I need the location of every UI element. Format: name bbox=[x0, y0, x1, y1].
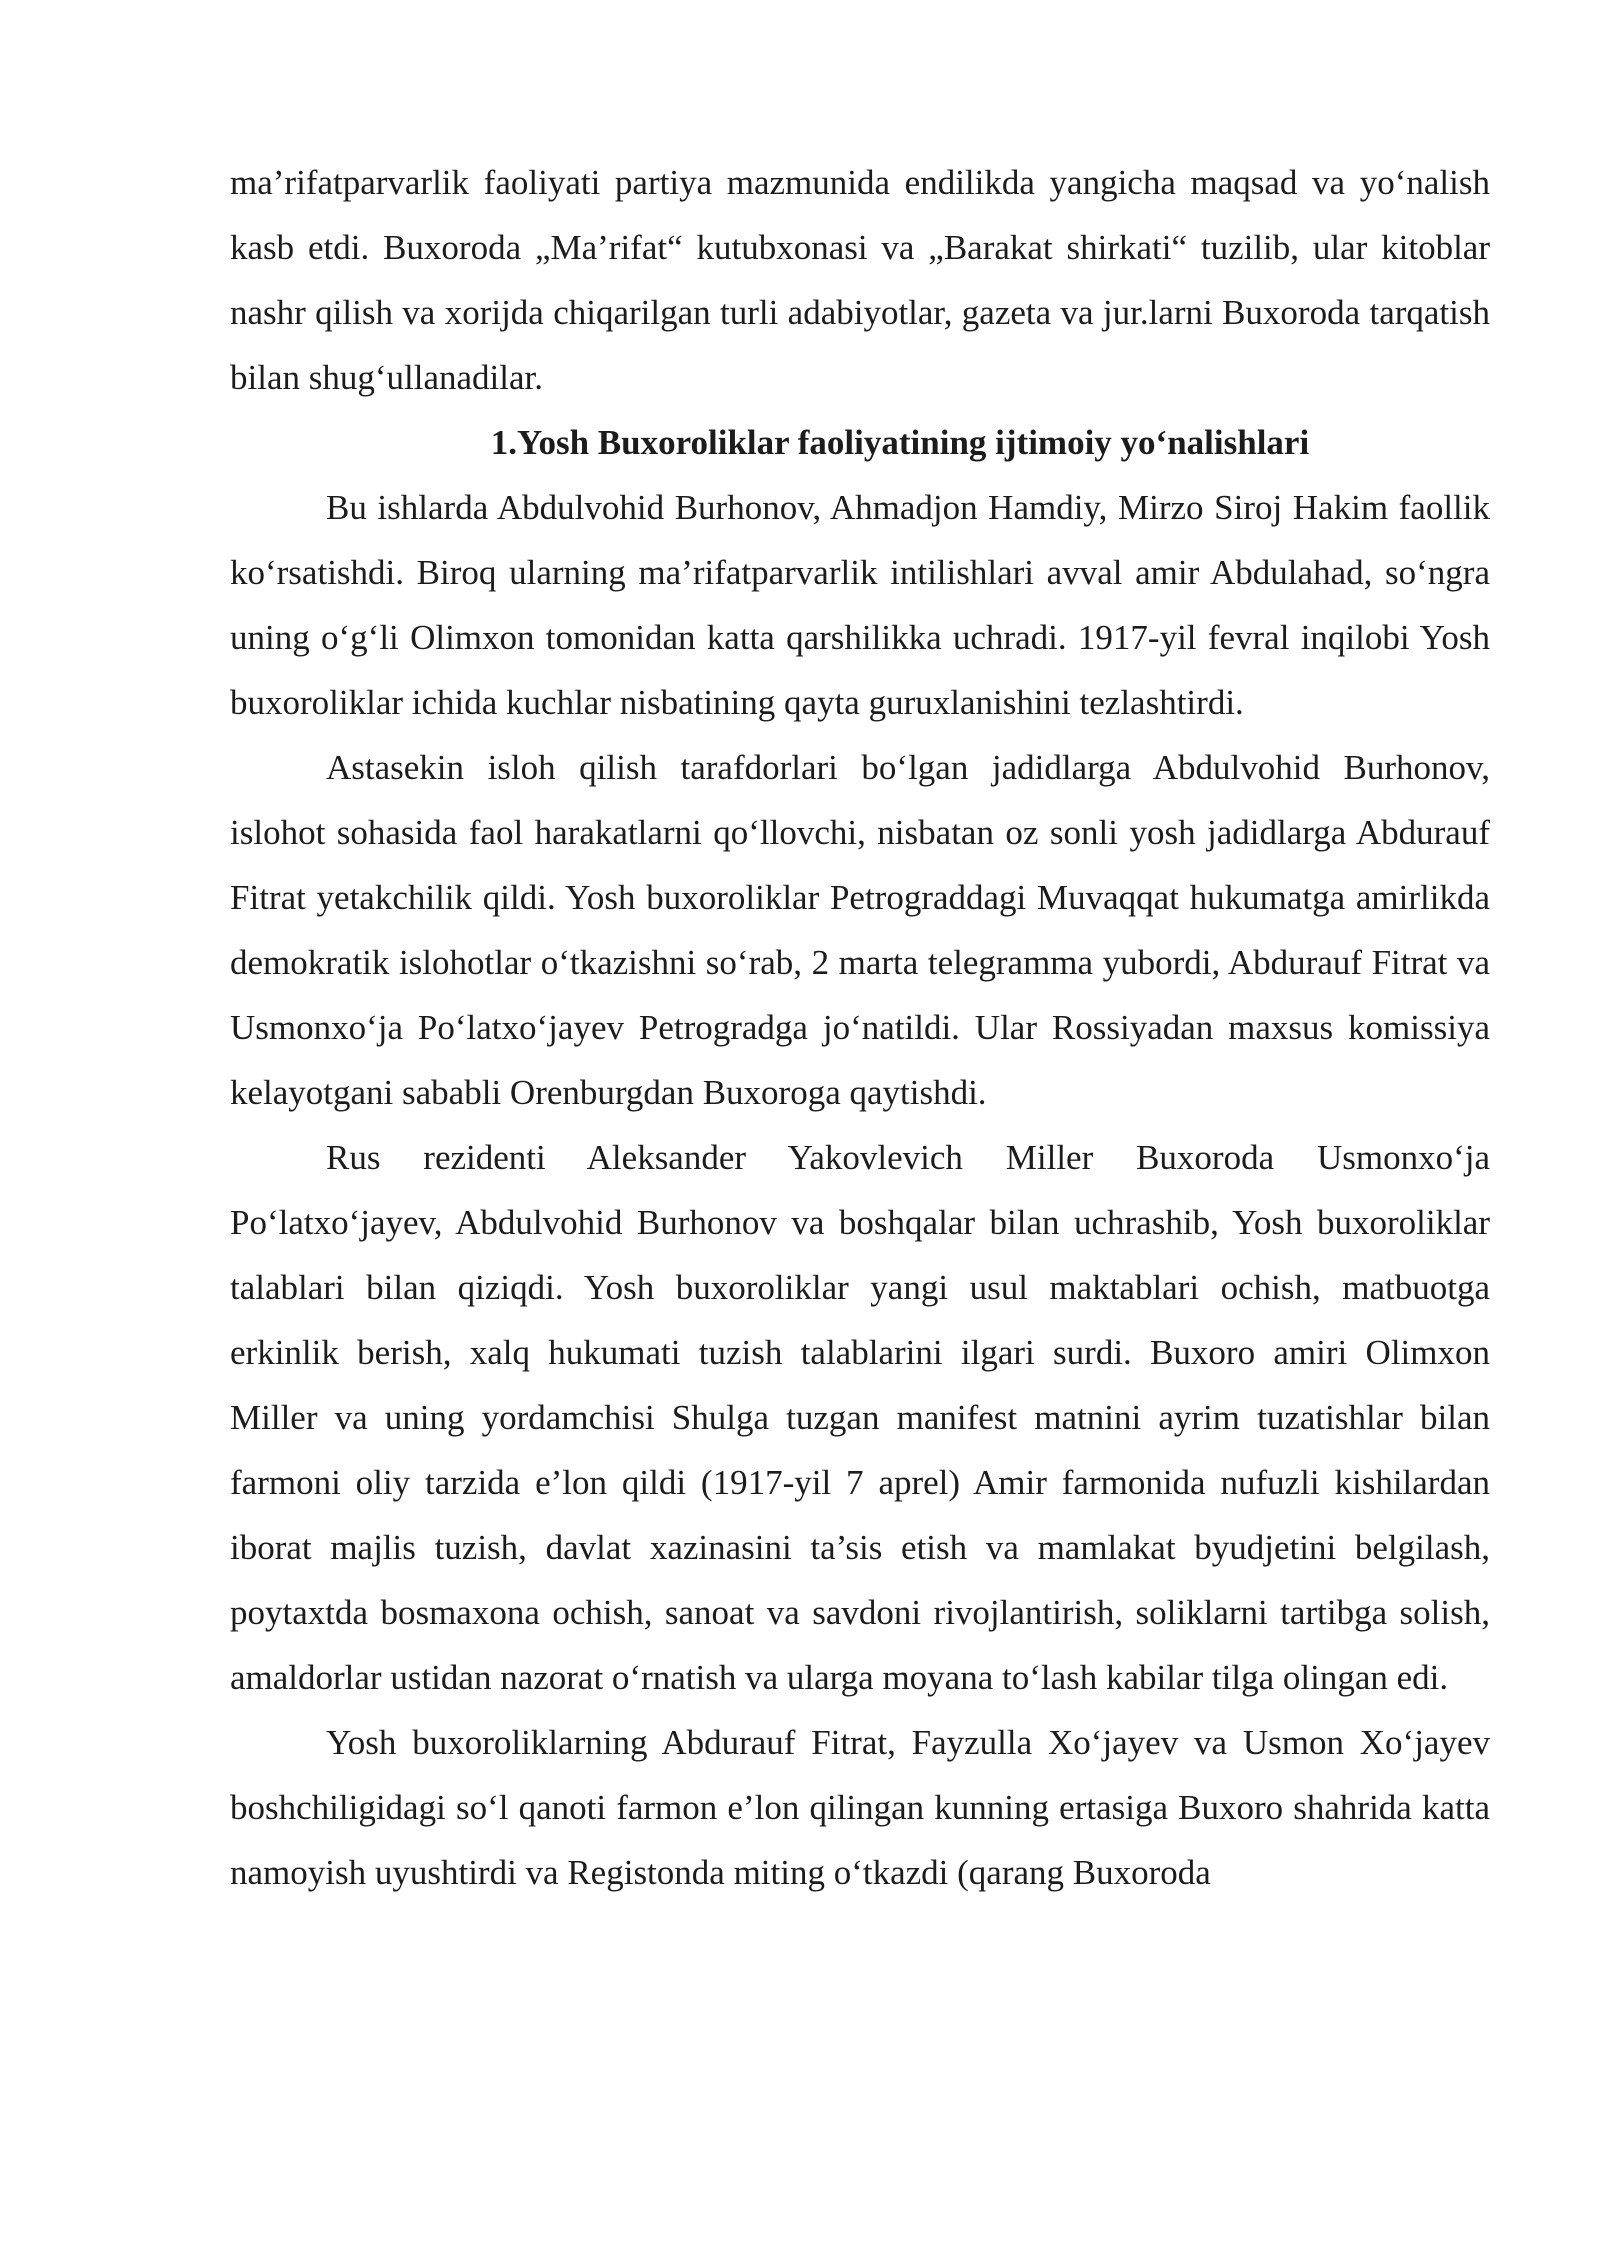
paragraph-continuation: ma’rifatparvarlik faoliyati partiya mazmunida endilikda yangicha maqsad va yo‘nalish kasb etdi. Buxoroda „Ma’rifat“ kutubxonasi va „Barakat shirkati“ tuzilib, ular kitoblar nashr qilish va xorijda chiqarilgan turli adabiyotlar, gazeta va jur.larni Buxoroda tarqatish bilan shug‘ullanadilar. bbox=[230, 163, 1490, 397]
document-page bbox=[230, 150, 1490, 1905]
paragraph: Astasekin isloh qilish tarafdorlari bo‘lgan jadidlarga Abdulvohid Burhonov, islohot sohasida faol harakatlarni qo‘llovchi, nisbatan oz sonli yosh jadidlarga Abdurauf Fitrat yetakchilik qildi. Yosh buxoroliklar Petrograddagi Muvaqqat hukumatga amirlikda demokratik islohotlar o‘tkazishni so‘rab, 2 marta telegramma yubordi, Abdurauf Fitrat va Usmonxo‘ja Po‘latxo‘jayev Petrogradga jo‘natildi. Ular Rossiyadan maxsus komissiya kelayotgani sababli Orenburgdan Buxoroga qaytishdi. bbox=[230, 748, 1490, 1112]
paragraph: Yosh buxoroliklarning Abdurauf Fitrat, Fayzulla Xo‘jayev va Usmon Xo‘jayev boshchiligidagi so‘l qanoti farmon e’lon qilingan kunning ertasiga Buxoro shahrida katta namoyish uyushtirdi va Registonda miting o‘tkazdi (qarang Buxoroda bbox=[230, 1723, 1490, 1892]
paragraph: Rus rezidenti Aleksander Yakovlevich Miller Buxoroda Usmonxo‘ja Po‘latxo‘jayev, Abdulvohid Burhonov va boshqalar bilan uchrashib, Yosh buxoroliklar talablari bilan qiziqdi. Yosh buxoroliklar yangi usul maktablari ochish, matbuotga erkinlik berish, xalq hukumati tuzish talablarini ilgari surdi. Buxoro amiri Olimxon Miller va uning yordamchisi Shulga tuzgan manifest matnini ayrim tuzatishlar bilan farmoni oliy tarzida e’lon qildi (1917-yil 7 aprel) Amir farmonida nufuzli kishilardan iborat majlis tuzish, davlat xazinasini ta’sis etish va mamlakat byudjetini belgilash, poytaxtda bosmaxona ochish, sanoat va savdoni rivojlantirish, soliklarni tartibga solish, amaldorlar ustidan nazorat o‘rnatish va ularga moyana to‘lash kabilar tilga olingan edi. bbox=[230, 1138, 1490, 1697]
section-heading: 1.Yosh Buxoroliklar faoliyatining ijtimoiy yo‘nalishlari bbox=[490, 423, 1310, 462]
paragraph: Bu ishlarda Abdulvohid Burhonov, Ahmadjon Hamdiy, Mirzo Siroj Hakim faollik ko‘rsatishdi. Biroq ularning ma’rifatparvarlik intilishlari avval amir Abdulahad, so‘ngra uning o‘g‘li Olimxon tomonidan katta qarshilikka uchradi. 1917-yil fevral inqilobi Yosh buxoroliklar ichida kuchlar nisbatining qayta guruxlanishini tezlashtirdi. bbox=[230, 488, 1490, 722]
